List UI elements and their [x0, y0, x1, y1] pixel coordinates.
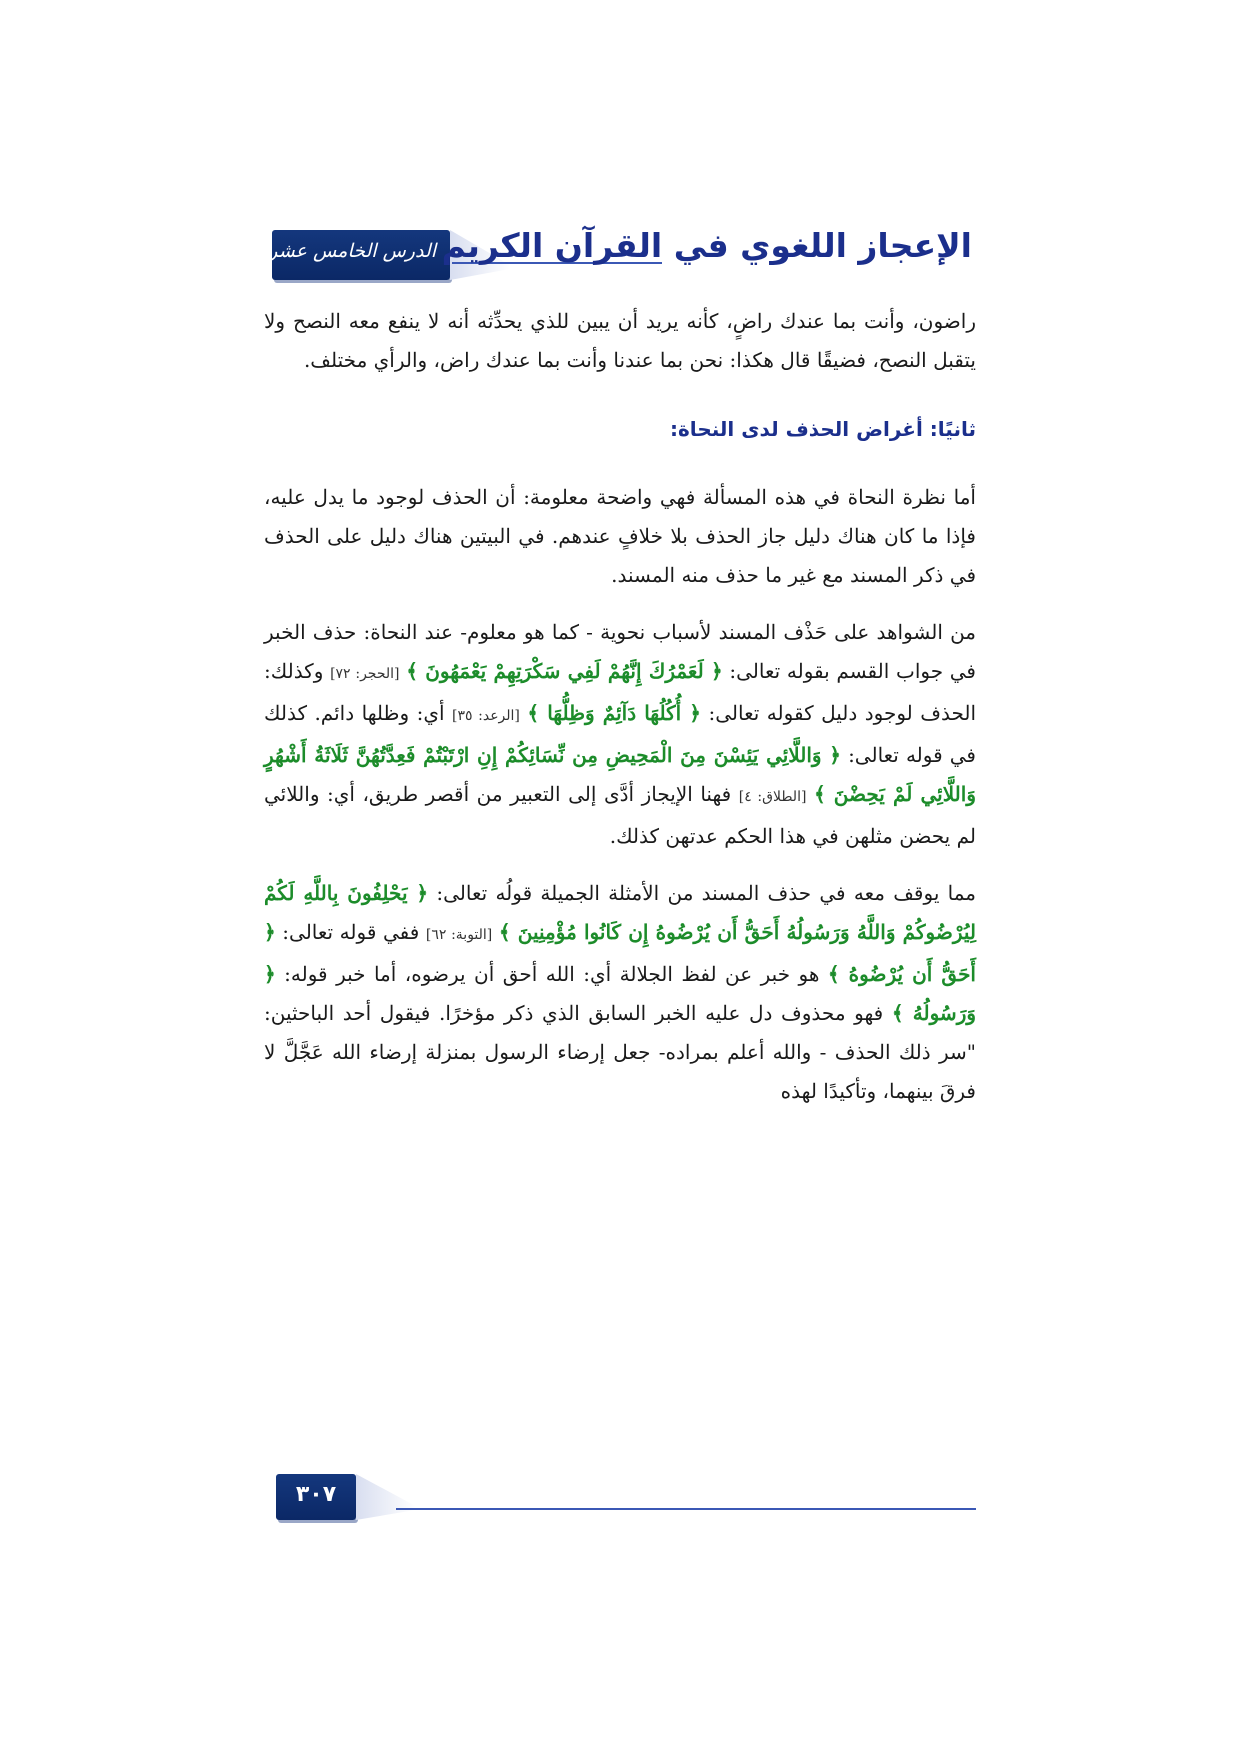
lesson-badge [268, 230, 450, 280]
paragraph-4-intro: مما يوقف معه في حذف المسند من الأمثلة الجميلة قولُه تعالى: [436, 881, 977, 905]
quran-verse-6: ﴿ وَرَسُولُهُ ﴾ [264, 962, 977, 1025]
paragraph-4 [264, 874, 976, 1111]
quran-verse-1: ﴿ لَعَمْرُكَ إِنَّهُمْ لَفِي سَكْرَتِهِمْ يَعْمَهُونَ ﴾ [406, 659, 723, 683]
page-number: ٣٠٧ [295, 1482, 337, 1507]
paragraph-3-end: فهنا الإيجاز أدَّى إلى التعبير من أقصر طريق، أي: واللائي لم يحضن مثلهن في هذا الحكم عدتهن كذلك. [264, 782, 976, 848]
quran-verse-5: ﴿ أَحَقُّ أَن يُرْضُوهُ ﴾ [264, 920, 976, 986]
page-footer [276, 1474, 976, 1524]
paragraph-2: أما نظرة النحاة في هذه المسألة فهي واضحة معلومة: أن الحذف لوجود ما يدل عليه، فإذا ما كان هناك دليل جاز الحذف بلا خلافٍ عندهم. في البيتين هناك دليل على الحذف في ذكر المسند مع غير ما حذف منه المسند. [264, 485, 976, 587]
paragraph-3-mid-2: أي: وظلها دائم. كذلك في قوله تعالى: [264, 701, 976, 767]
quran-verse-3: ﴿ وَاللَّائِي يَئِسْنَ مِنَ الْمَحِيضِ مِن نِّسَائِكُمْ إِنِ ارْتَبْتُمْ فَعِدَّتُهُنَّ ثَلَاثَةُ أَشْهُرٍ وَاللَّائِي لَمْ يَحِضْنَ ﴾ [264, 743, 976, 806]
verse-reference-4: [التوبة: ٦٢] [425, 927, 493, 943]
lesson-label: الدرس الخامس عشر [268, 240, 436, 262]
section-heading: ثانيًا: أغراض الحذف لدى النحاة: [670, 417, 976, 441]
paragraph-4-mid-1: ففي قوله تعالى: [282, 920, 420, 944]
footer-rule [396, 1508, 976, 1510]
verse-reference-2: [الرعد: ٣٥] [452, 708, 520, 724]
paragraph-3 [264, 613, 976, 856]
verse-reference-3: [الطلاق: ٤] [738, 789, 807, 805]
quran-verse-2: ﴿ أُكُلُهَا دَآئِمٌ وَظِلُّهَا ﴾ [527, 701, 702, 725]
paragraph-4-end: فهو محذوف دل عليه الخبر السابق الذي ذكر مؤخرًا. فيقول أحد الباحثين: "سر ذلك الحذف - والله أعلم بمراده- جعل إرضاء الرسول بمنزلة إرضاء الله عَجَّلَّ لا فرقَ بينهما، وتأكيدًا لهذه [264, 1001, 976, 1103]
verse-reference-1: [الحجر: ٧٢] [330, 666, 400, 682]
quran-verse-4: ﴿ يَحْلِفُونَ بِاللَّهِ لَكُمْ لِيُرْضُوكُمْ وَاللَّهُ وَرَسُولُهُ أَحَقُّ أَن يُرْضُوهُ إِن كَانُوا مُؤْمِنِينَ ﴾ [264, 881, 976, 944]
page-header [268, 222, 972, 284]
paragraph-3-mid-1: وكذلك: الحذف لوجود دليل كقوله تعالى: [264, 659, 977, 725]
paragraph-1: راضون، وأنت بما عندك راضٍ، كأنه يريد أن يبين للذي يحدِّثه أنه لا ينفع معه النصح ولا يتقبل النصح، فضيقًا قال هكذا: نحن بما عندنا وأنت بما عندك راض، والرأي مختلف. [264, 309, 976, 372]
page-content [264, 302, 976, 1111]
paragraph-3-intro: من الشواهد على حَذْف المسند لأسباب نحوية - كما هو معلوم- عند النحاة: حذف الخبر في جواب القسم بقوله تعالى: [264, 620, 976, 683]
book-title: الإعجاز اللغوي في القرآن الكريم [441, 226, 972, 265]
page-number-badge-tail [356, 1474, 416, 1520]
paragraph-4-mid-2: هو خبر عن لفظ الجلالة أي: الله أحق أن يرضوه، أما خبر قوله: [284, 962, 820, 986]
page-number-badge [276, 1474, 356, 1520]
